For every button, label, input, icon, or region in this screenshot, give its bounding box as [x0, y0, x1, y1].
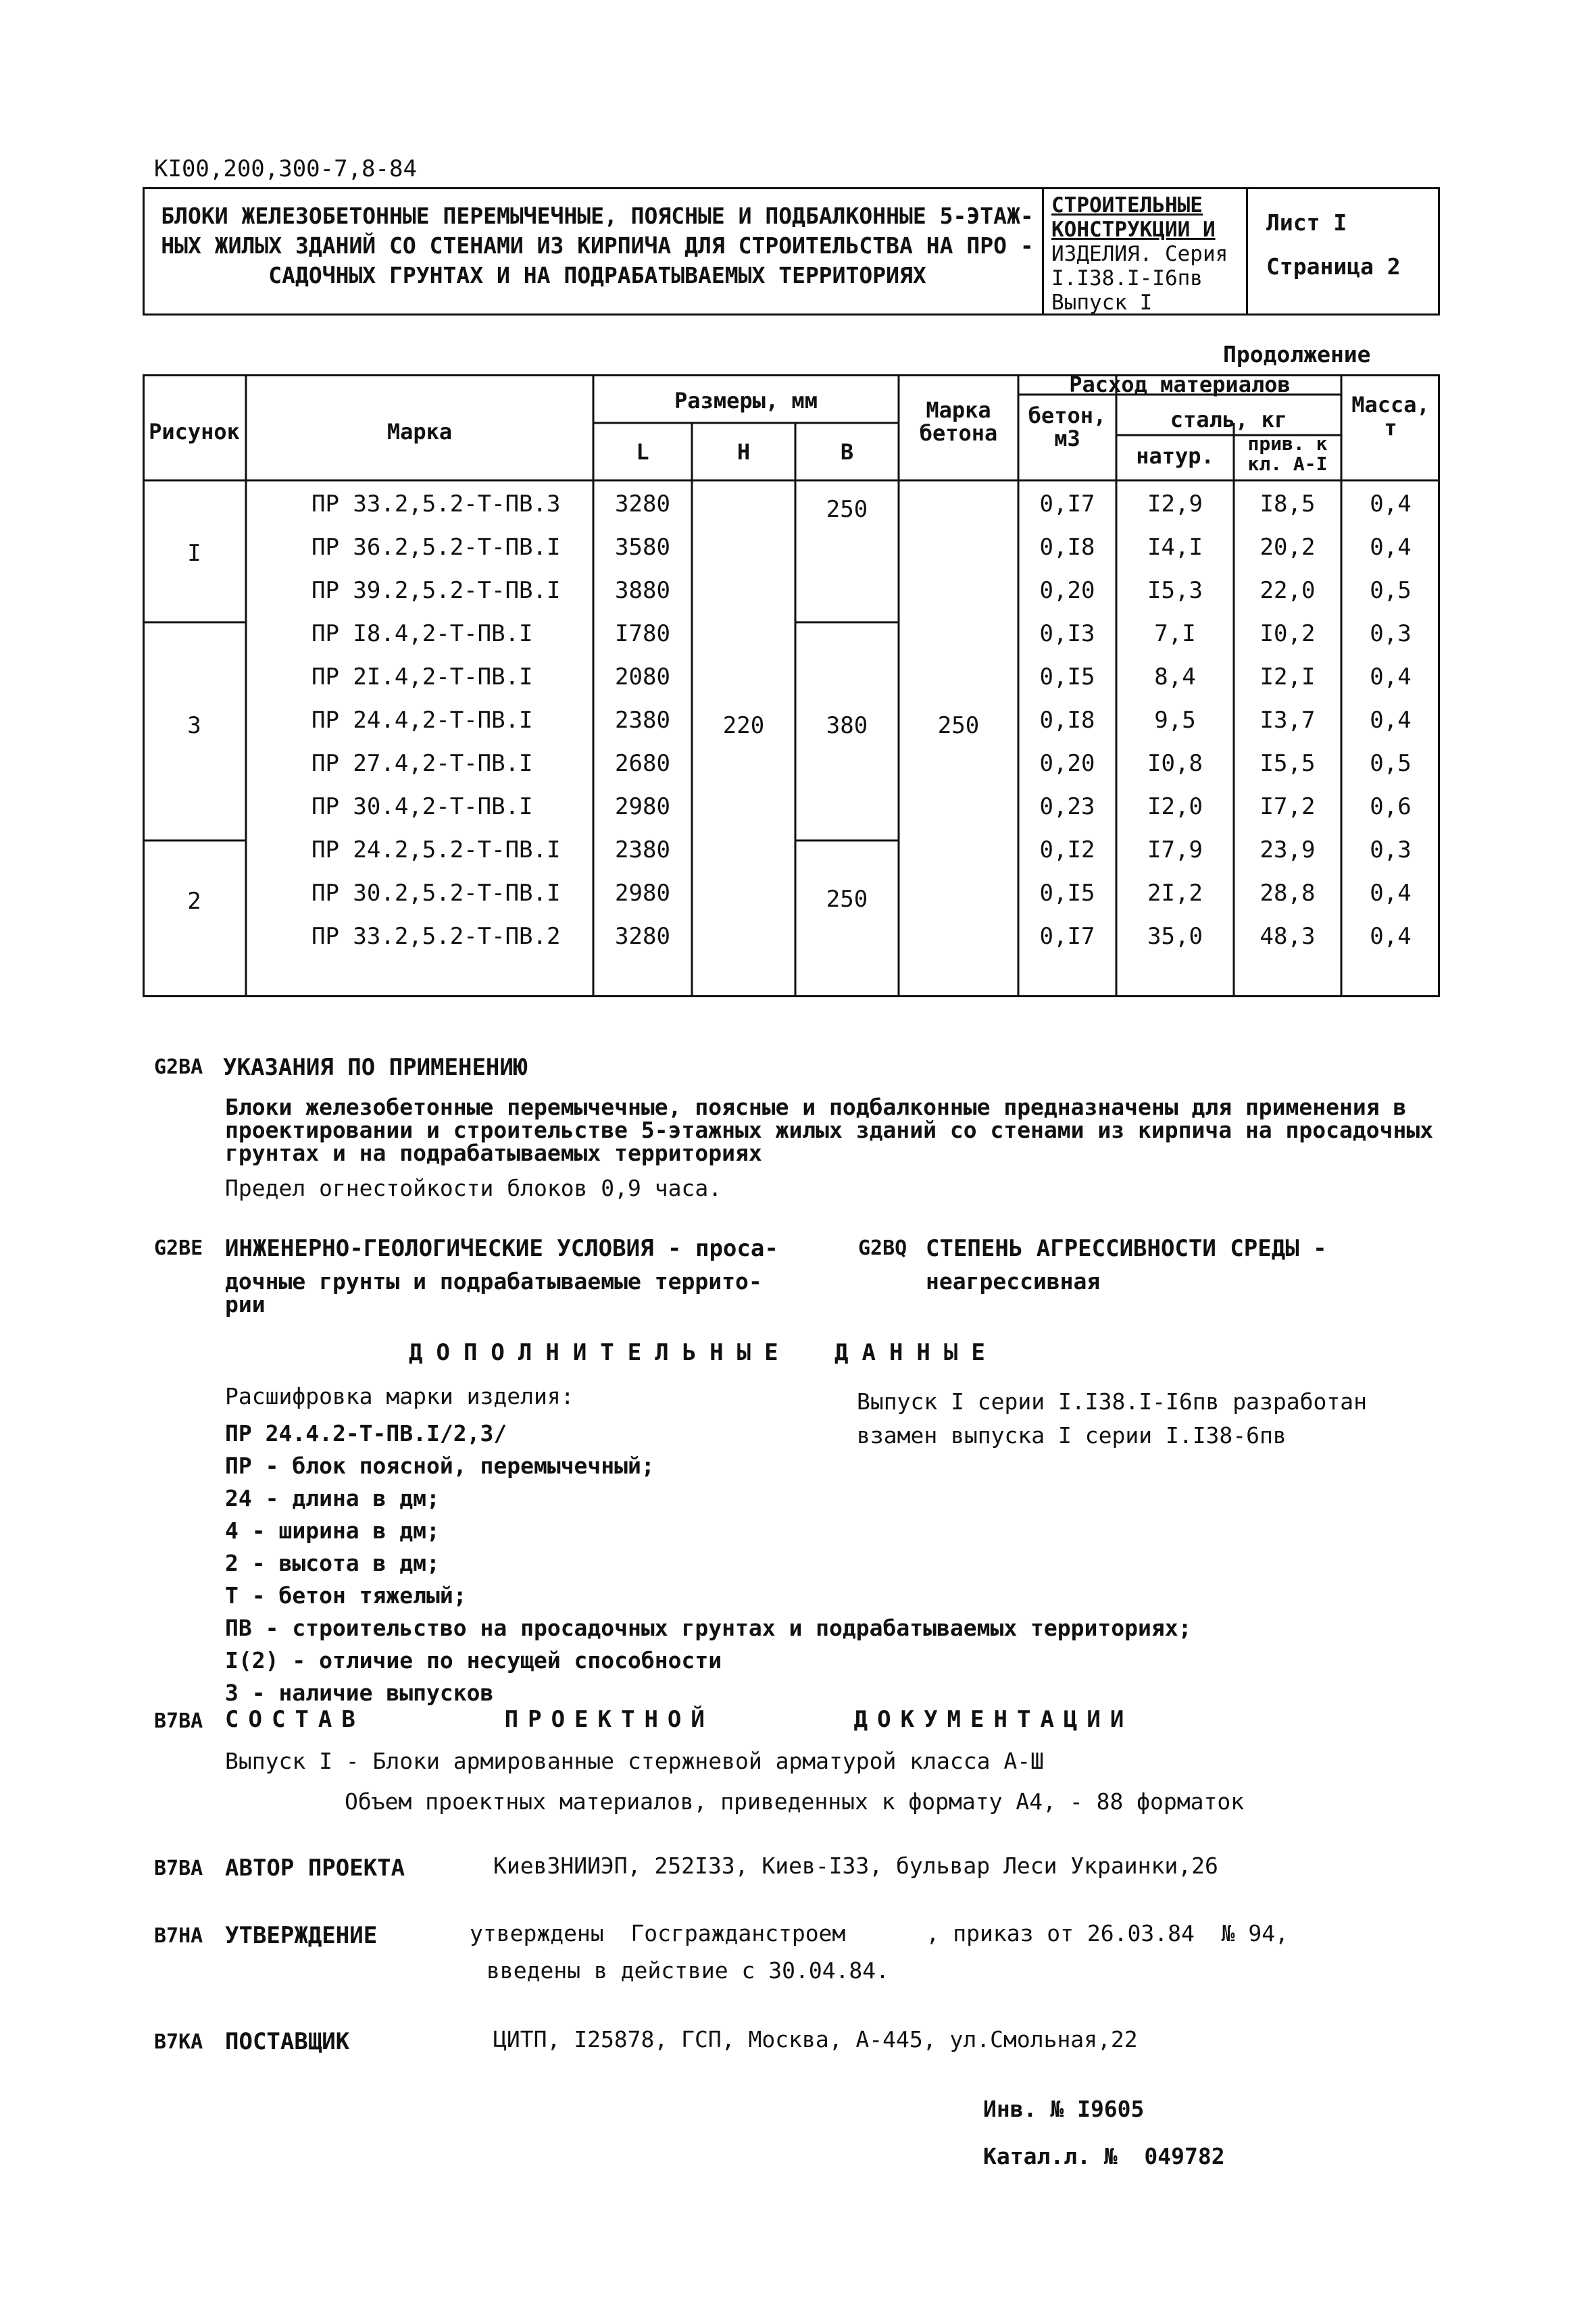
cell-mass: 0,4 — [1370, 534, 1412, 561]
page-number: Страница 2 — [1266, 253, 1401, 280]
release-note: Выпуск I серии I.I38.I-I6пв разработан взамен выпуска I серии I.I38-6пв — [857, 1388, 1367, 1449]
cell-L: 3280 — [615, 491, 670, 518]
series-line: I.I38.I-I6пв — [1051, 266, 1203, 291]
cell-mark: ПР 30.4,2-Т-ПВ.I — [311, 793, 533, 820]
cell-mass: 0,3 — [1370, 836, 1412, 863]
cell-nat: 8,4 — [1154, 663, 1196, 690]
cell-concrete: 0,I7 — [1039, 923, 1095, 950]
cell-mark: ПР 24.4,2-Т-ПВ.I — [311, 707, 533, 734]
cell-nat: I2,0 — [1147, 793, 1203, 820]
fire-resistance: Предел огнестойкости блоков 0,9 часа. — [225, 1175, 722, 1201]
cell-L: 2380 — [615, 707, 670, 734]
cell-concrete: 0,I5 — [1039, 663, 1095, 690]
title-line: НЫХ ЖИЛЫХ ЗДАНИЙ СО СТЕНАМИ ИЗ КИРПИЧА ДЛЯ СТРОИТЕЛЬСТВА НА ПРО - — [161, 232, 1034, 259]
cell-mass: 0,4 — [1370, 707, 1412, 734]
height-cell: 220 — [722, 712, 765, 739]
decode-list — [225, 1417, 1191, 1709]
list-item: 3 - наличие выпусков — [225, 1680, 494, 1706]
cell-concrete: 0,I7 — [1039, 491, 1095, 518]
document-title — [158, 201, 1037, 291]
application-title: УКАЗАНИЯ ПО ПРИМЕНЕНИЮ — [223, 1054, 528, 1081]
width-cell: 250 — [826, 496, 868, 523]
author-value: КиевЗНИИЭП, 252I33, Киев-I33, бульвар Леси Украинки,26 — [493, 1853, 1218, 1879]
cell-concrete: 0,20 — [1039, 750, 1095, 777]
series-info — [1051, 193, 1254, 315]
width-cell: 380 — [826, 712, 868, 739]
cell-nat: I5,3 — [1147, 577, 1203, 604]
inventory-number: Инв. № I9605 — [983, 2096, 1145, 2122]
header-figure: Рисунок — [149, 419, 240, 445]
series-line: КОНСТРУКЦИИ И — [1051, 218, 1216, 242]
list-item: 24 - длина в дм; — [225, 1485, 440, 1511]
cell-nat: I7,9 — [1147, 836, 1203, 863]
catalog-number: Катал.л. № 049782 — [983, 2143, 1225, 2169]
list-item: ПВ - строительство на просадочных грунтах и подрабатываемых территориях; — [225, 1615, 1192, 1641]
section-code: В7НА — [154, 1924, 203, 1948]
figure-cell: 3 — [187, 712, 201, 739]
additional-title-left: ДОПОЛНИТЕЛЬНЫЕ — [409, 1339, 792, 1366]
cell-mass: 0,4 — [1370, 880, 1412, 907]
cell-red: I8,5 — [1260, 491, 1316, 518]
section-code: В7ВА — [154, 1857, 203, 1880]
cell-red: I7,2 — [1260, 793, 1316, 820]
cell-concrete: 0,I8 — [1039, 707, 1095, 734]
cell-red: 20,2 — [1260, 534, 1316, 561]
figure-cell: I — [187, 540, 201, 567]
cell-mark: ПР 27.4,2-Т-ПВ.I — [311, 750, 533, 777]
series-line: Выпуск I — [1051, 291, 1153, 315]
title-line: САДОЧНЫХ ГРУНТАХ И НА ПОДРАБАТЫВАЕМЫХ ТЕРРИТОРИЯХ — [268, 262, 926, 288]
cell-L: 2080 — [615, 663, 670, 690]
cell-L: 2380 — [615, 836, 670, 863]
cell-nat: I2,9 — [1147, 491, 1203, 518]
cell-nat: 9,5 — [1154, 707, 1196, 734]
composition-line: Объем проектных материалов, приведенных к формату А4, - 88 форматок — [345, 1788, 1245, 1815]
width-cell: 250 — [826, 886, 868, 913]
approval-line: введены в действие с 30.04.84. — [487, 1957, 890, 1984]
cell-nat: 7,I — [1154, 620, 1196, 647]
list-item: 2 - высота в дм; — [225, 1550, 440, 1576]
header-L: L — [636, 439, 649, 465]
application-text: Блоки железобетонные перемычечные, поясные и подбалконные предназначены для применения в проектировании и строительстве 5-этажных жилых зданий со стенами из кирпича на просадочных грунтах и на подрабатываемых территориях — [225, 1094, 1434, 1166]
cell-mass: 0,4 — [1370, 491, 1412, 518]
cell-L: 2680 — [615, 750, 670, 777]
cell-nat: 35,0 — [1147, 923, 1203, 950]
figure-cell: 2 — [187, 888, 201, 915]
section-code: В7КА — [154, 2030, 203, 2054]
cell-mark: ПР 39.2,5.2-Т-ПВ.I — [311, 577, 561, 604]
cell-mass: 0,3 — [1370, 620, 1412, 647]
cell-mass: 0,4 — [1370, 663, 1412, 690]
header-mark: Марка — [386, 419, 453, 445]
grade-cell: 250 — [937, 712, 980, 739]
cell-mark: ПР 30.2,5.2-Т-ПВ.I — [311, 880, 561, 907]
series-line: СТРОИТЕЛЬНЫЕ — [1051, 193, 1203, 218]
geology-text: дочные грунты и подрабатываемые террито- рии — [225, 1268, 762, 1317]
composition-title: СОСТАВ ПРОЕКТНОЙ ДОКУМЕНТАЦИИ — [225, 1706, 1134, 1733]
cell-concrete: 0,I8 — [1039, 534, 1095, 561]
cell-L: 2980 — [615, 880, 670, 907]
cell-nat: I0,8 — [1147, 750, 1203, 777]
list-item: ПР - блок поясной, перемычечный; — [225, 1453, 655, 1479]
header-dimensions: Размеры, мм — [674, 388, 818, 413]
cell-L: 2980 — [615, 793, 670, 820]
section-code: G2ВА — [154, 1055, 203, 1079]
cell-mass: 0,5 — [1370, 750, 1412, 777]
cell-red: 23,9 — [1260, 836, 1316, 863]
title-block — [143, 187, 1440, 316]
cell-mass: 0,4 — [1370, 923, 1412, 950]
cell-mass: 0,5 — [1370, 577, 1412, 604]
cell-mass: 0,6 — [1370, 793, 1412, 820]
decode-title: Расшифровка марки изделия: — [225, 1383, 574, 1409]
composition-line: Выпуск I - Блоки армированные стержневой арматурой класса А-Ш — [225, 1748, 1044, 1774]
title-line: БЛОКИ ЖЕЛЕЗОБЕТОННЫЕ ПЕРЕМЫЧЕЧНЫЕ, ПОЯСНЫЕ И ПОДБАЛКОННЫЕ 5-ЭТАЖ- — [161, 203, 1034, 229]
header-concrete-grade: Марка бетона — [919, 397, 998, 446]
header-steel-natural: натур. — [1136, 443, 1214, 469]
document-code: КI00,200,300-7,8-84 — [154, 155, 417, 182]
header-mass: Масса, т — [1351, 392, 1430, 441]
cell-concrete: 0,20 — [1039, 577, 1095, 604]
cell-nat: 2I,2 — [1147, 880, 1203, 907]
supplier-value: ЦИТП, I25878, ГСП, Москва, А-445, ул.Смольная,22 — [493, 2026, 1138, 2053]
cell-mark: ПР 36.2,5.2-Т-ПВ.I — [311, 534, 561, 561]
divider — [1246, 189, 1248, 313]
cell-red: 28,8 — [1260, 880, 1316, 907]
approval-line: утверждены Госгражданстроем , приказ от 26.03.84 № 94, — [470, 1920, 1289, 1946]
cell-red: 22,0 — [1260, 577, 1316, 604]
section-code: G2ВЕ — [154, 1236, 203, 1260]
section-code: G2ВQ — [858, 1236, 907, 1260]
spec-table — [143, 374, 1440, 997]
cell-concrete: 0,I2 — [1039, 836, 1095, 863]
cell-mark: ПР 24.2,5.2-Т-ПВ.I — [311, 836, 561, 863]
list-item: I(2) - отличие по несущей способности — [225, 1647, 722, 1674]
cell-mark: ПР 2I.4,2-Т-ПВ.I — [311, 663, 533, 690]
continued-label: Продолжение — [1223, 341, 1371, 368]
supplier-title: ПОСТАВЩИК — [225, 2028, 350, 2055]
header-H: Н — [737, 439, 751, 465]
sheet-number: Лист I — [1266, 209, 1347, 236]
cell-L: 3880 — [615, 577, 670, 604]
geology-title: ИНЖЕНЕРНО-ГЕОЛОГИЧЕСКИЕ УСЛОВИЯ - проса- — [225, 1235, 778, 1262]
cell-concrete: 0,I5 — [1039, 880, 1095, 907]
cell-L: I780 — [615, 620, 670, 647]
additional-title-right: ДАННЫЕ — [834, 1339, 999, 1366]
author-title: АВТОР ПРОЕКТА — [225, 1855, 405, 1882]
cell-nat: I4,I — [1147, 534, 1203, 561]
cell-red: I2,I — [1260, 663, 1316, 690]
cell-concrete: 0,23 — [1039, 793, 1095, 820]
cell-mark: ПР 33.2,5.2-Т-ПВ.2 — [311, 923, 561, 950]
cell-L: 3280 — [615, 923, 670, 950]
section-code: В7ВА — [154, 1709, 203, 1733]
header-steel: сталь, кг — [1170, 407, 1288, 432]
cell-mark: ПР 33.2,5.2-Т-ПВ.3 — [311, 491, 561, 518]
header-materials: Расход материалов — [1069, 372, 1291, 397]
list-item: ПР 24.4.2-Т-ПВ.I/2,3/ — [225, 1420, 507, 1447]
aggressive-value: неагрессивная — [926, 1268, 1101, 1294]
cell-red: 48,3 — [1260, 923, 1316, 950]
cell-red: I5,5 — [1260, 750, 1316, 777]
list-item: Т - бетон тяжелый; — [225, 1582, 467, 1609]
cell-red: I0,2 — [1260, 620, 1316, 647]
aggressive-title: СТЕПЕНЬ АГРЕССИВНОСТИ СРЕДЫ - — [926, 1235, 1327, 1262]
cell-L: 3580 — [615, 534, 670, 561]
series-line: ИЗДЕЛИЯ. Серия — [1051, 242, 1228, 266]
header-concrete-volume: бетон, м3 — [1028, 403, 1107, 451]
cell-red: I3,7 — [1260, 707, 1316, 734]
cell-mark: ПР I8.4,2-Т-ПВ.I — [311, 620, 533, 647]
cell-concrete: 0,I3 — [1039, 620, 1095, 647]
header-steel-reduced: прив. к кл. А-I — [1247, 432, 1328, 475]
approval-title: УТВЕРЖДЕНИЕ — [225, 1922, 378, 1949]
list-item: 4 - ширина в дм; — [225, 1517, 440, 1544]
header-B: В — [840, 439, 854, 465]
divider — [1042, 189, 1044, 313]
